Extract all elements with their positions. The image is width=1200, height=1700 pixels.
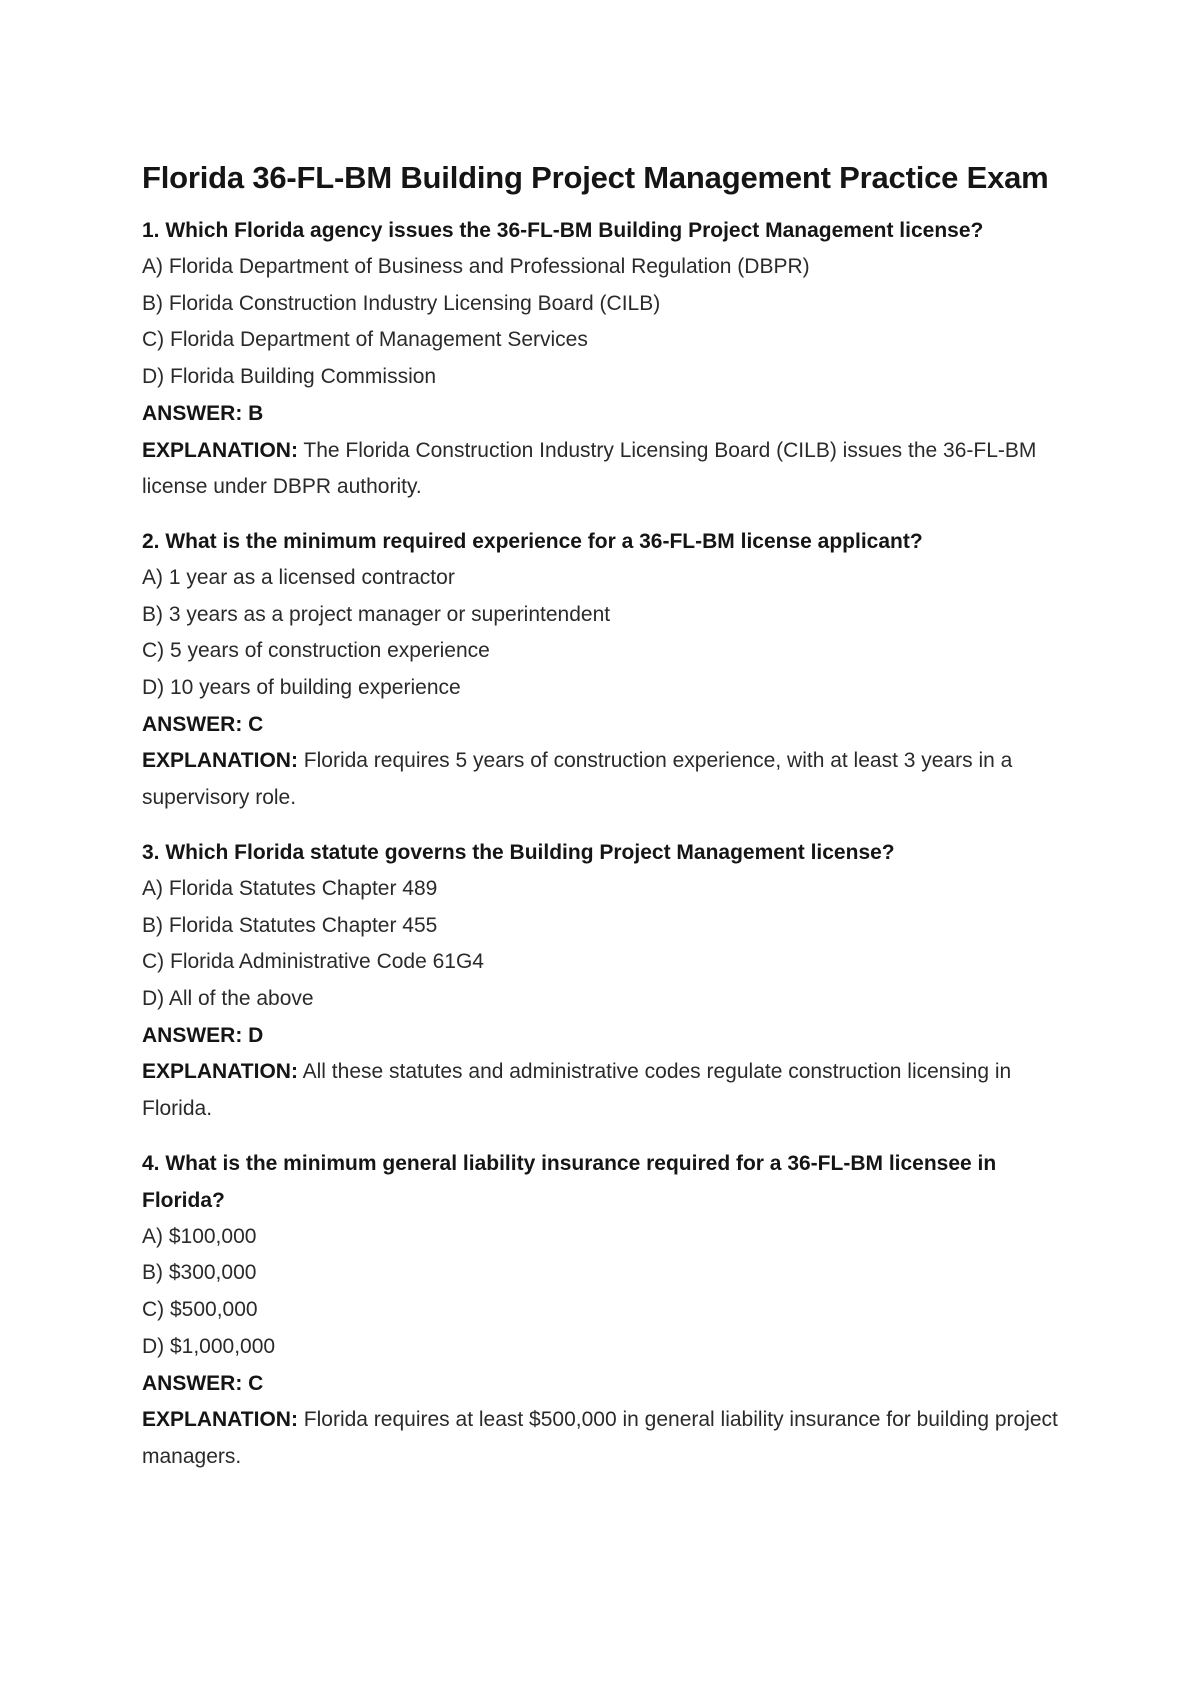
question-text: 1. Which Florida agency issues the 36-FL-BM Building Project Management license? bbox=[142, 219, 984, 242]
option-d: D) $1,000,000 bbox=[142, 1334, 276, 1358]
question-block-4 bbox=[142, 1145, 1072, 1476]
question-text: 2. What is the minimum required experience for a 36-FL-BM license applicant? bbox=[142, 529, 923, 553]
explanation bbox=[142, 743, 1072, 816]
option-c: C) Florida Department of Management Services bbox=[142, 328, 588, 352]
page-title: Florida 36-FL-BM Building Project Management Practice Exam bbox=[142, 160, 1049, 195]
explanation bbox=[142, 433, 1072, 506]
option-a: A) 1 year as a licensed contractor bbox=[142, 565, 455, 589]
option-d: D) Florida Building Commission bbox=[142, 365, 437, 389]
option-d: D) All of the above bbox=[142, 986, 314, 1010]
option-b: B) Florida Construction Industry Licensing Board (CILB) bbox=[142, 291, 661, 315]
option-b: B) Florida Statutes Chapter 455 bbox=[142, 913, 438, 937]
option-c: C) $500,000 bbox=[142, 1298, 258, 1322]
answer-line: ANSWER: D bbox=[142, 1023, 264, 1047]
option-d: D) 10 years of building experience bbox=[142, 676, 461, 700]
option-b: B) $300,000 bbox=[142, 1261, 257, 1285]
explanation-text: Florida requires 5 years of construction experience, with at least 3 years in a supervisory role. bbox=[142, 749, 1013, 810]
option-a: A) $100,000 bbox=[142, 1224, 257, 1248]
explanation-label: EXPLANATION: bbox=[142, 749, 298, 773]
explanation-text: All these statutes and administrative codes regulate construction licensing in Florida. bbox=[142, 1060, 1012, 1121]
question-text: 4. What is the minimum general liability insurance required for a 36-FL-BM licensee in Florida? bbox=[142, 1151, 997, 1212]
explanation-label: EXPLANATION: bbox=[142, 1408, 298, 1432]
option-b: B) 3 years as a project manager or superintendent bbox=[142, 602, 611, 626]
answer-line: ANSWER: B bbox=[142, 401, 264, 425]
question-block-3 bbox=[142, 834, 1072, 1128]
explanation-text: The Florida Construction Industry Licensing Board (CILB) issues the 36-FL-BM license under DBPR authority. bbox=[142, 438, 1037, 499]
option-a: A) Florida Department of Business and Professional Regulation (DBPR) bbox=[142, 255, 810, 278]
question-block-1 bbox=[142, 212, 1072, 506]
question-text: 3. Which Florida statute governs the Building Project Management license? bbox=[142, 840, 895, 864]
explanation-text: Florida requires at least $500,000 in general liability insurance for building project managers. bbox=[142, 1408, 1058, 1468]
question-block-2 bbox=[142, 523, 1072, 817]
explanation-label: EXPLANATION: bbox=[142, 438, 298, 462]
option-a: A) Florida Statutes Chapter 489 bbox=[142, 876, 438, 900]
document-page bbox=[142, 158, 1072, 1493]
explanation-label: EXPLANATION: bbox=[142, 1060, 298, 1084]
explanation bbox=[142, 1054, 1072, 1127]
answer-line: ANSWER: C bbox=[142, 712, 264, 736]
explanation bbox=[142, 1402, 1072, 1475]
option-c: C) Florida Administrative Code 61G4 bbox=[142, 950, 484, 974]
answer-line: ANSWER: C bbox=[142, 1371, 264, 1395]
option-c: C) 5 years of construction experience bbox=[142, 639, 490, 663]
